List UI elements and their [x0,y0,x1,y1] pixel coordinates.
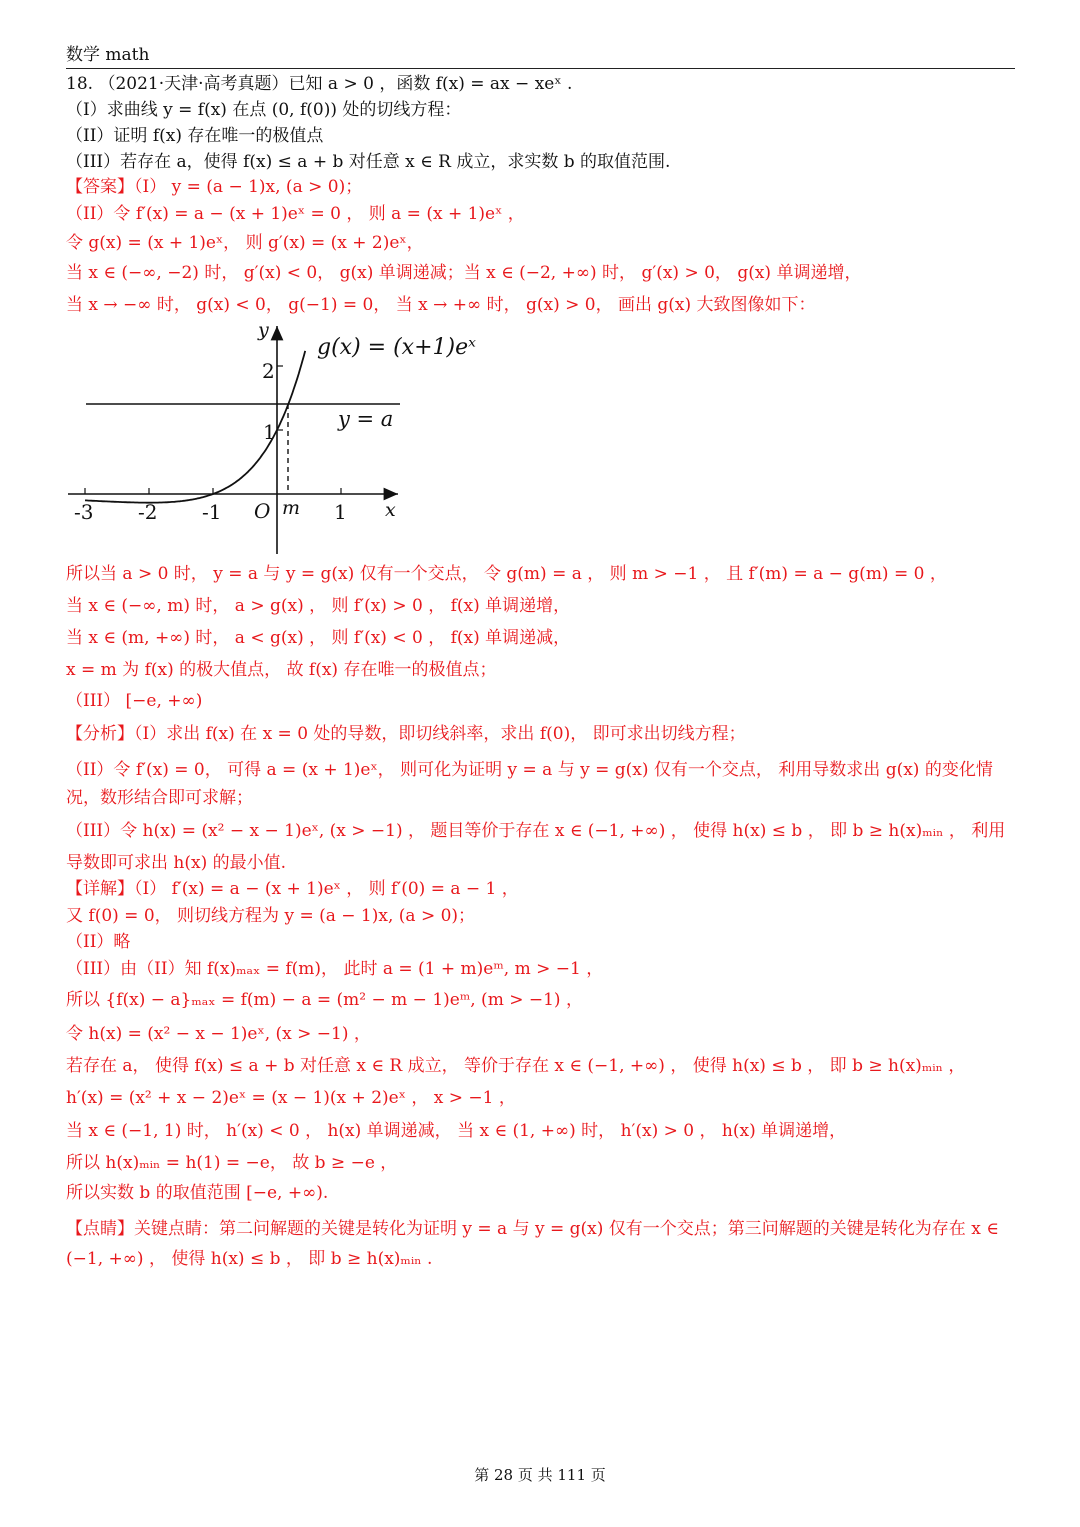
x-tick-neg3: -3 [74,500,94,524]
x-tick-neg2: -2 [138,500,158,524]
y-tick-1: 1 [263,420,276,444]
detail-line-10: 所以 h(x)ₘᵢₙ = h(1) = −e， 故 b ≥ −e ， [66,1153,398,1173]
m-label: m [282,497,301,519]
answer-line-2: （II）令 f′(x) = a − (x + 1)eˣ = 0 ， 则 a = (x + 1)eˣ ， [66,204,525,224]
x-tick-1: 1 [334,500,347,524]
header-title: 数学 math [66,45,150,65]
gx-graph [62,318,476,558]
problem-part-3: （III）若存在 a，使得 f(x) ≤ a + b 对任意 x ∈ R 成立，求实数 b 的取值范围. [66,152,671,172]
page-footer: 第 28 页 共 111 页 [474,1466,606,1484]
problem-part-2: （II）证明 f(x) 存在唯一的极值点 [66,126,324,146]
answer-line-1: 【答案】（I） y = (a − 1)x, (a > 0)； [66,177,363,197]
detail-line-4: （III）由（II）知 f(x)ₘₐₓ = f(m)， 此时 a = (1 + m)eᵐ, m > −1 ， [66,959,604,979]
detail-line-5: 所以 {f(x) − a}ₘₐₓ = f(m) − a = (m² − m − 1)eᵐ, (m > −1) ， [66,990,583,1010]
detail-line-1: 【详解】（I） f′(x) = a − (x + 1)eˣ ， 则 f′(0) = a − 1 ， [66,879,519,899]
answer-line-9: x = m 为 f(x) 的极大值点， 故 f(x) 存在唯一的极值点； [66,660,497,680]
detail-line-6: 令 h(x) = (x² − x − 1)eˣ, (x > −1) ， [66,1024,371,1044]
y-tick-2: 2 [262,359,275,383]
detail-line-3: （II）略 [66,932,131,952]
answer-line-10: （III） [−e, +∞) [66,691,203,711]
answer-line-6: 所以当 a > 0 时， y = a 与 y = g(x) 仅有一个交点， 令 g(m) = a ， 则 m > −1 ， 且 f′(m) = a − g(m) = 0 ， [66,564,947,584]
answer-line-3: 令 g(x) = (x + 1)eˣ， 则 g′(x) = (x + 2)eˣ， [66,233,424,253]
analysis-line-3: （III）令 h(x) = (x² − x − 1)eˣ, (x > −1) ， 题目等价于存在 x ∈ (−1, +∞) ， 使得 h(x) ≤ b ， 即 b ≥ h(x)ₘᵢₙ ， 利用导数即可求出 h(x) 的最小值. [66,821,1006,873]
detail-line-2: 又 f(0) = 0， 则切线方程为 y = (a − 1)x, (a > 0)； [66,906,476,926]
analysis-line-2: （II）令 f′(x) = 0， 可得 a = (x + 1)eˣ， 则可化为证明 y = a 与 y = g(x) 仅有一个交点， 利用导数求出 g(x) 的变化情况，数形结合即可求解； [66,760,993,808]
answer-line-8: 当 x ∈ (m, +∞) 时， a < g(x) ， 则 f′(x) < 0 ， f(x) 单调递减， [66,628,571,648]
detail-line-7: 若存在 a， 使得 f(x) ≤ a + b 对任意 x ∈ R 成立， 等价于存在 x ∈ (−1, +∞) ， 使得 h(x) ≤ b ， 即 b ≥ h(x)ₘᵢₙ ， [66,1056,966,1076]
answer-line-7: 当 x ∈ (−∞, m) 时， a > g(x) ， 则 f′(x) > 0 ， f(x) 单调递增， [66,596,571,616]
problem-part-1: （I）求曲线 y = f(x) 在点 (0, f(0)) 处的切线方程： [66,100,462,120]
x-axis-label: x [385,499,396,521]
y-axis-label: y [258,319,269,341]
x-tick-neg1: -1 [202,500,222,524]
detail-line-9: 当 x ∈ (−1, 1) 时， h′(x) < 0 ， h(x) 单调递减， 当 x ∈ (1, +∞) 时， h′(x) > 0 ， h(x) 单调递增， [66,1121,847,1141]
detail-line-11: 所以实数 b 的取值范围 [−e, +∞). [66,1183,329,1203]
line-a-label: y = a [338,407,394,431]
detail-line-8: h′(x) = (x² + x − 2)eˣ = (x − 1)(x + 2)eˣ ， x > −1 ， [66,1088,516,1108]
curve-label: g(x) = (x+1)eˣ [317,335,476,360]
problem-title: 18. （2021·天津·高考真题）已知 a > 0 ，函数 f(x) = ax − xeˣ . [66,74,573,94]
answer-line-5: 当 x → −∞ 时， g(x) < 0， g(−1) = 0， 当 x → +∞ 时， g(x) > 0， 画出 g(x) 大致图像如下： [66,295,816,315]
answer-line-4: 当 x ∈ (−∞, −2) 时， g′(x) < 0， g(x) 单调递减；当 x ∈ (−2, +∞) 时， g′(x) > 0， g(x) 单调递增， [66,263,862,283]
page-header [66,42,1015,69]
analysis-line-1: 【分析】（I）求出 f(x) 在 x = 0 处的导数，即切线斜率，求出 f(0)， 即可求出切线方程； [66,724,746,744]
comment-text: 【点睛】关键点睛：第二问解题的关键是转化为证明 y = a 与 y = g(x) 仅有一个交点；第三问解题的关键是转化为存在 x ∈ (−1, +∞) ， 使得 h(x) ≤ b ， 即 b ≥ h(x)ₘᵢₙ . [66,1219,999,1269]
origin-label: O [254,499,271,523]
